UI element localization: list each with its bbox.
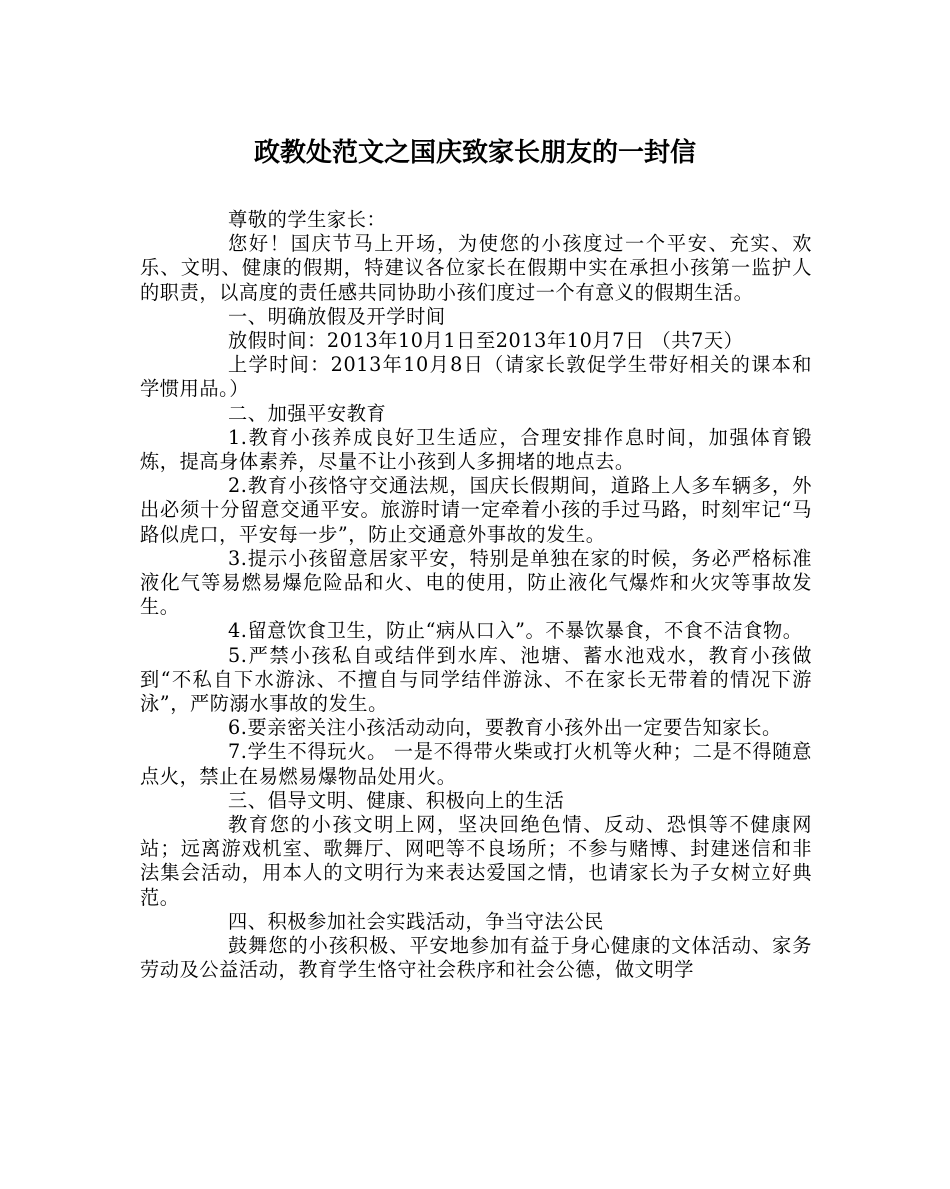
safety-item-7: 7.学生不得玩火。 一是不得带火柴或打火机等火种；二是不得随意点火，禁止在易燃易爆物品处用火。 xyxy=(140,740,812,788)
safety-item-4: 4.留意饮食卫生，防止“病从口入”。不暴饮暴食，不食不洁食物。 xyxy=(228,619,803,643)
school-time: 上学时间：2013年10月8日（请家长敦促学生带好相关的课本和学惯用品。） xyxy=(140,353,812,401)
document-title: 政教处范文之国庆致家长朋友的一封信 xyxy=(253,138,696,168)
practice-paragraph: 鼓舞您的小孩积极、平安地参加有益于身心健康的文体活动、家务劳动及公益活动，教育学生恪守社会秩序和社会公德，做文明学 xyxy=(140,934,812,982)
section-heading-3: 三、倡导文明、健康、积极向上的生活 xyxy=(228,788,565,812)
document-body xyxy=(140,208,812,983)
safety-item-5: 5.严禁小孩私自或结伴到水库、池塘、蓄水池戏水，教育小孩做到“不私自下水游泳、不擅自与同学结伴游泳、不在家长无带着的情况下游泳”，严防溺水事故的发生。 xyxy=(140,643,812,716)
section-heading-2: 二、加强平安教育 xyxy=(228,401,387,425)
safety-item-6: 6.要亲密关注小孩活动动向，要教育小孩外出一定要告知家长。 xyxy=(228,716,782,740)
section-heading-4: 四、积极参加社会实践活动，争当守法公民 xyxy=(228,909,604,933)
safety-item-2: 2.教育小孩恪守交通法规，国庆长假期间，道路上人多车辆多，外出必须十分留意交通平安。旅游时请一定牵着小孩的手过马路，时刻牢记“马路似虎口，平安每一步”，防止交通意外事故的发生。 xyxy=(140,474,812,546)
safety-item-1: 1.教育小孩养成良好卫生适应，合理安排作息时间，加强体育锻炼，提高身体素养，尽量不让小孩到人多拥堵的地点去。 xyxy=(140,425,812,474)
section-heading-1: 一、明确放假及开学时间 xyxy=(228,304,446,328)
civility-paragraph: 教育您的小孩文明上网，坚决回绝色情、反动、恐惧等不健康网站；远离游戏机室、歌舞厅、网吧等不良场所；不参与赌博、封建迷信和非法集会活动，用本人的文明行为来表达爱国之情，也请家长为子女树立好典范。 xyxy=(140,813,812,909)
intro-paragraph: 您好！国庆节马上开场，为使您的小孩度过一个平安、充实、欢乐、文明、健康的假期，特建议各位家长在假期中实在承担小孩第一监护人的职责，以高度的责任感共同协助小孩们度过一个有意义的假期生活。 xyxy=(140,232,812,304)
salutation: 尊敬的学生家长： xyxy=(228,208,387,231)
holiday-time: 放假时间：2013年10月1日至2013年10月7日 （共7天） xyxy=(228,329,744,353)
safety-item-3: 3.提示小孩留意居家平安，特别是单独在家的时候，务必严格标准液化气等易燃易爆危险品和火、电的使用，防止液化气爆炸和火灾等事故发生。 xyxy=(140,546,812,619)
